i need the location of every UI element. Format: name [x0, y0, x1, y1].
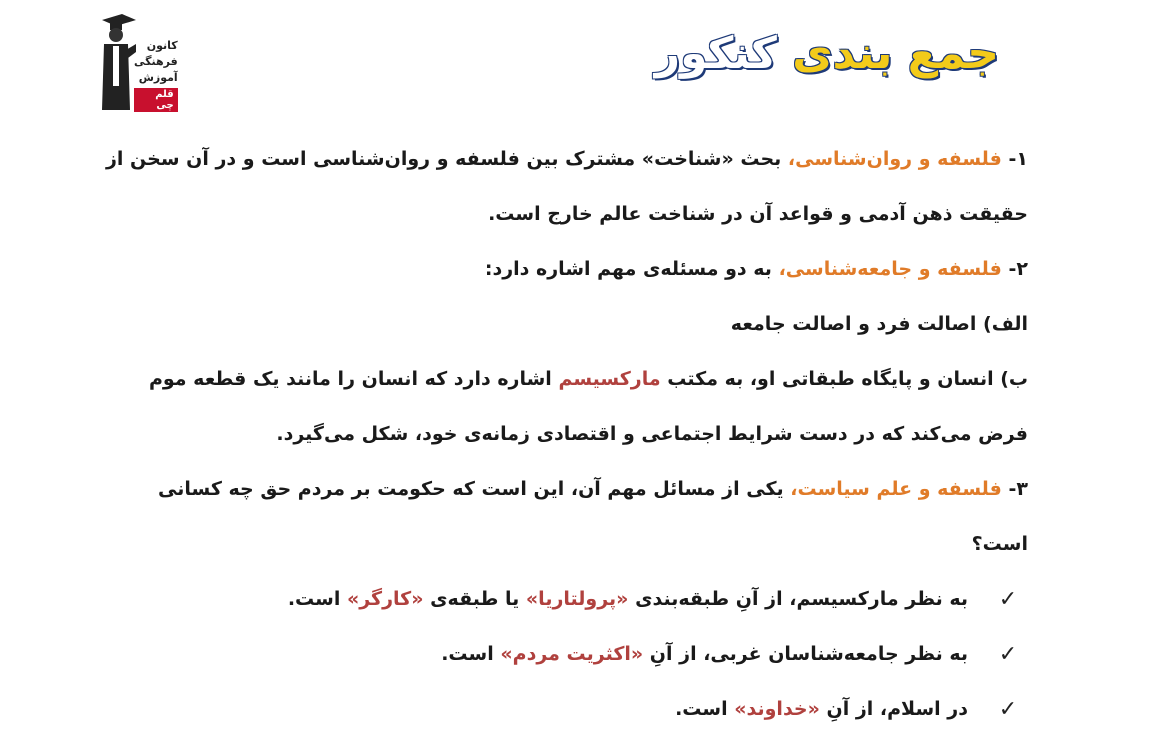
checklist-item-1-part-2: یا طبقه‌ی [423, 588, 526, 610]
item-1-line-2: حقیقت ذهن آدمی و قواعد آن در شناخت عالم خارج است. [488, 203, 1028, 225]
logo-line-2: فرهنگی [134, 55, 178, 68]
item-2-sub-b-part-2: اشاره دارد که انسان را مانند یک قطعه موم [148, 368, 559, 390]
item-3-text-line-1: یکی از مسائل مهم آن، این است که حکومت بر مردم حق چه کسانی [158, 478, 791, 500]
checklist-item-2-part-1: به نظر جامعه‌شناسان غربی، از آنِ [643, 643, 968, 665]
item-3-topic: فلسفه و علم سیاست، [790, 478, 1002, 500]
item-1-topic: فلسفه و روان‌شناسی، [787, 148, 1002, 170]
checklist-item-2-part-2: است. [441, 643, 501, 665]
item-1 [100, 132, 1028, 187]
checklist [100, 572, 1028, 737]
checklist-item-3 [100, 682, 1028, 737]
title-part-1: جمع بندی [792, 28, 999, 79]
checklist-item-3-part-2: است. [675, 698, 735, 720]
item-3 [100, 462, 1028, 517]
title-banner [655, 28, 999, 79]
checkmark-icon: ✓ [998, 587, 1018, 612]
checklist-item-3-highlight-1: «خداوند» [734, 698, 820, 720]
logo-text [134, 38, 178, 112]
checklist-item-1-highlight-1: «پرولتاریا» [525, 588, 629, 610]
checklist-item-2 [100, 627, 1028, 682]
checkmark-icon: ✓ [998, 642, 1018, 667]
page-header [0, 0, 1149, 118]
checklist-item-3-part-1: در اسلام، از آنِ [819, 698, 968, 720]
logo-line-1: کانون [146, 39, 178, 52]
item-2-sub-b-part-1: ب) انسان و پایگاه طبقاتی او، به مکتب [660, 368, 1028, 390]
item-1-text-line-1: بحث «شناخت» مشترک بین فلسفه و روان‌شناسی است و در آن سخن از [105, 148, 788, 170]
checklist-item-2-highlight-1: «اکثریت مردم» [500, 643, 644, 665]
logo-line-3: آموزش [138, 71, 178, 84]
item-2 [100, 242, 1028, 297]
item-3-line-2: است؟ [971, 533, 1028, 555]
checklist-item-1-part-3: است. [287, 588, 347, 610]
item-2-number: ۲- [1001, 258, 1028, 280]
item-2-sub-b-line-2: فرض می‌کند که در دست شرایط اجتماعی و اقتصادی زمانه‌ی خود، شکل می‌گیرد. [276, 423, 1028, 445]
item-2-sub-b [100, 352, 1028, 407]
checkmark-icon: ✓ [998, 697, 1018, 722]
checklist-item-1-highlight-2: «کارگر» [346, 588, 424, 610]
item-2-sub-b-highlight: مارکسیسم [558, 368, 661, 390]
logo-badge: قلم چی [134, 88, 178, 112]
item-2-topic: فلسفه و جامعه‌شناسی، [778, 258, 1002, 280]
item-3-number: ۳- [1001, 478, 1028, 500]
checklist-item-1 [100, 572, 1028, 627]
item-1-number: ۱- [1001, 148, 1028, 170]
publisher-logo [96, 10, 176, 112]
title-part-2: کنکور [654, 28, 777, 79]
checklist-item-1-part-1: به نظر مارکسیسم، از آنِ طبقه‌بندی [628, 588, 968, 610]
item-2-sub-a: الف) اصالت فرد و اصالت جامعه [730, 313, 1028, 335]
item-2-text: به دو مسئله‌ی مهم اشاره دارد: [484, 258, 779, 280]
graduate-figure-icon [96, 10, 136, 112]
main-content [100, 132, 1028, 737]
